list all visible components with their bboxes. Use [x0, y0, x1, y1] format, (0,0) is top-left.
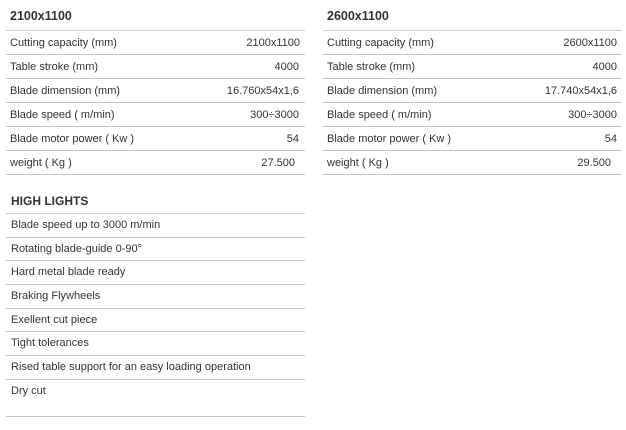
highlights-title: HIGH LIGHTS [6, 189, 305, 214]
spec-value: 54 [604, 132, 617, 145]
spec-row-blade-dimension [6, 79, 305, 103]
spec-value: 300÷3000 [250, 108, 299, 121]
spec-value: 4000 [592, 60, 617, 73]
spec-row-blade-dimension [323, 79, 622, 103]
highlight-item: Hard metal blade ready [6, 261, 305, 285]
spec-value: 17.740x54x1,6 [544, 84, 617, 97]
spec-row-blade-speed [323, 103, 622, 127]
spec-value: 2100x1100 [246, 36, 300, 49]
spec-value: 2600x1100 [563, 36, 617, 49]
spec-label: Blade motor power ( Kw ) [327, 132, 452, 145]
spec-label: Table stroke (mm) [10, 60, 99, 73]
spec-value: 29.500 [577, 156, 611, 169]
spec-label: weight ( Kg ) [327, 156, 389, 169]
spec-label: Cutting capacity (mm) [327, 36, 434, 49]
spec-row-cutting-capacity [6, 31, 305, 55]
spec-row-blade-speed [6, 103, 305, 127]
highlights-list [6, 189, 305, 417]
highlight-item: Blade speed up to 3000 m/min [6, 214, 305, 238]
spec-value: 54 [286, 132, 299, 145]
spec-value: 27.500 [261, 156, 295, 169]
highlight-item: Tight tolerances [6, 332, 305, 356]
spec-title: 2100x1100 [6, 0, 305, 31]
highlight-item: Dry cut [6, 380, 305, 417]
spec-label: Cutting capacity (mm) [10, 36, 117, 49]
spec-label: Table stroke (mm) [327, 60, 416, 73]
spec-row-weight [6, 151, 305, 175]
spec-row-blade-motor-power [6, 127, 305, 151]
spec-label: Blade motor power ( Kw ) [10, 132, 135, 145]
spec-table-2100x1100 [6, 0, 305, 175]
highlight-item: Exellent cut piece [6, 309, 305, 333]
highlight-item: Rised table support for an easy loading operation [6, 356, 305, 380]
spec-row-table-stroke [323, 55, 622, 79]
spec-label: Blade speed ( m/min) [10, 108, 115, 121]
spec-value: 300÷3000 [568, 108, 617, 121]
spec-row-weight [323, 151, 622, 175]
highlight-item: Braking Flywheels [6, 285, 305, 309]
spec-row-blade-motor-power [323, 127, 622, 151]
spec-label: Blade speed ( m/min) [327, 108, 432, 121]
spec-label: weight ( Kg ) [10, 156, 72, 169]
spec-row-cutting-capacity [323, 31, 622, 55]
spec-title: 2600x1100 [323, 0, 622, 31]
spec-row-table-stroke [6, 55, 305, 79]
spec-value: 16.760x54x1,6 [226, 84, 299, 97]
spec-table-2600x1100 [323, 0, 622, 175]
spec-label: Blade dimension (mm) [10, 84, 121, 97]
highlight-item: Rotating blade-guide 0-90° [6, 238, 305, 262]
spec-label: Blade dimension (mm) [327, 84, 438, 97]
spec-value: 4000 [274, 60, 299, 73]
